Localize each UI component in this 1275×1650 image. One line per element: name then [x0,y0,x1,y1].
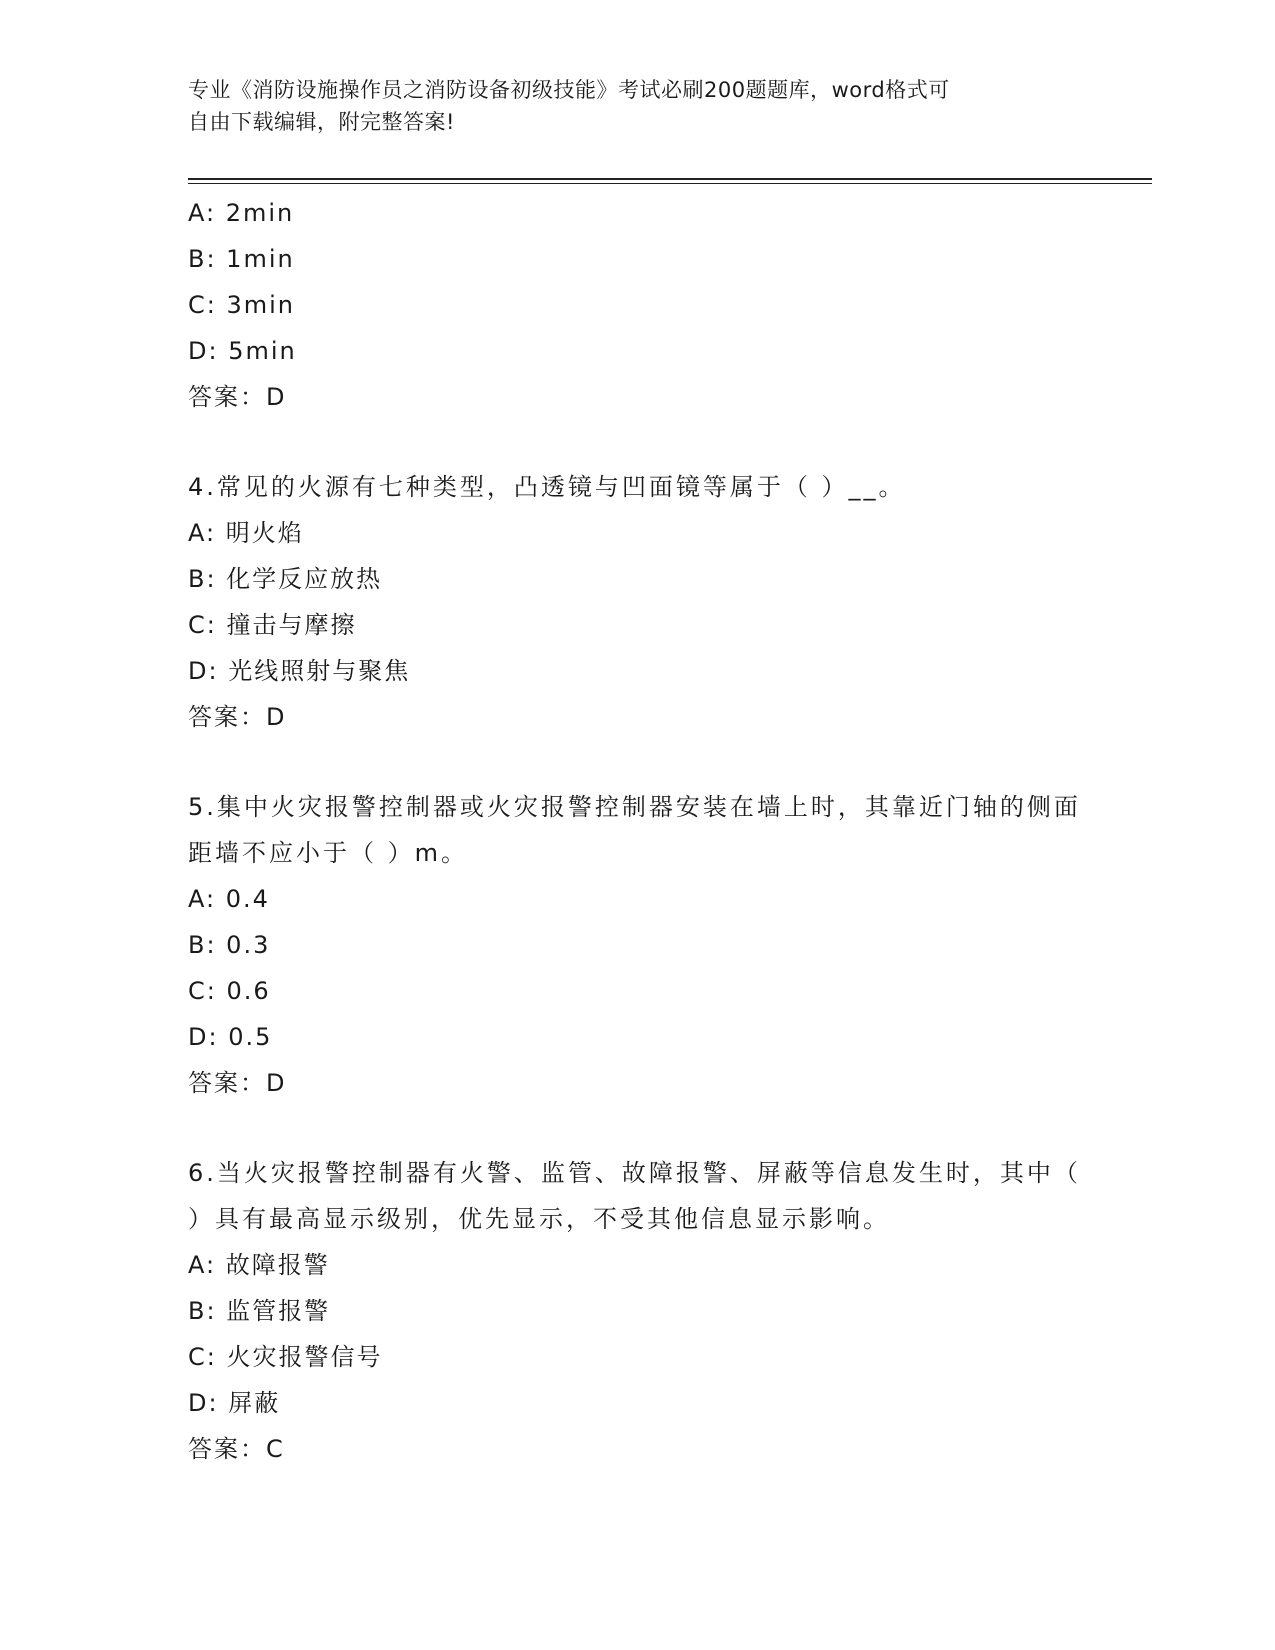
option-c: C: 3min [188,291,295,319]
header-divider-thick [188,178,1152,180]
question-text: 6.当火灾报警控制器有火警、监管、故障报警、屏蔽等信息发生时，其中（ ）具有最高显示级别，优先显示，不受其他信息显示影响。 [188,1159,1081,1233]
answer-line: 答案：D [188,1069,287,1097]
option-d: D: 光线照射与聚焦 [188,657,411,685]
option-d: D: 5min [188,337,297,365]
option-b: B: 化学反应放热 [188,565,383,593]
question-5 [188,784,1088,1106]
question-text: 5.集中火灾报警控制器或火灾报警控制器安装在墙上时，其靠近门轴的侧面距墙不应小于（ ）m。 [188,793,1081,867]
option-d: D: 屏蔽 [188,1389,281,1417]
option-b: B: 0.3 [188,931,271,959]
question-4 [188,464,1088,740]
question-text: 4.常见的火源有七种类型，凸透镜与凹面镜等属于（ ）__。 [188,473,906,501]
question-list [188,190,1088,1472]
question-6 [188,1150,1088,1472]
answer-line: 答案：C [188,1435,285,1463]
header-title-line-2: 自由下载编辑，附完整答案! [188,110,455,134]
option-a: A: 2min [188,199,295,227]
document-header [188,74,1088,138]
option-c: C: 0.6 [188,977,271,1005]
option-a: A: 故障报警 [188,1251,330,1279]
option-a: A: 明火焰 [188,519,304,547]
answer-line: 答案：D [188,383,287,411]
option-c: C: 撞击与摩擦 [188,611,357,639]
option-d: D: 0.5 [188,1023,273,1051]
option-c: C: 火灾报警信号 [188,1343,383,1371]
question-3-tail [188,190,1088,420]
answer-line: 答案：D [188,703,287,731]
header-title-line-1: 专业《消防设施操作员之消防设备初级技能》考试必刷200题题库，word格式可 [188,78,950,102]
option-a: A: 0.4 [188,885,270,913]
option-b: B: 1min [188,245,295,273]
option-b: B: 监管报警 [188,1297,331,1325]
header-divider-thin [188,183,1152,184]
